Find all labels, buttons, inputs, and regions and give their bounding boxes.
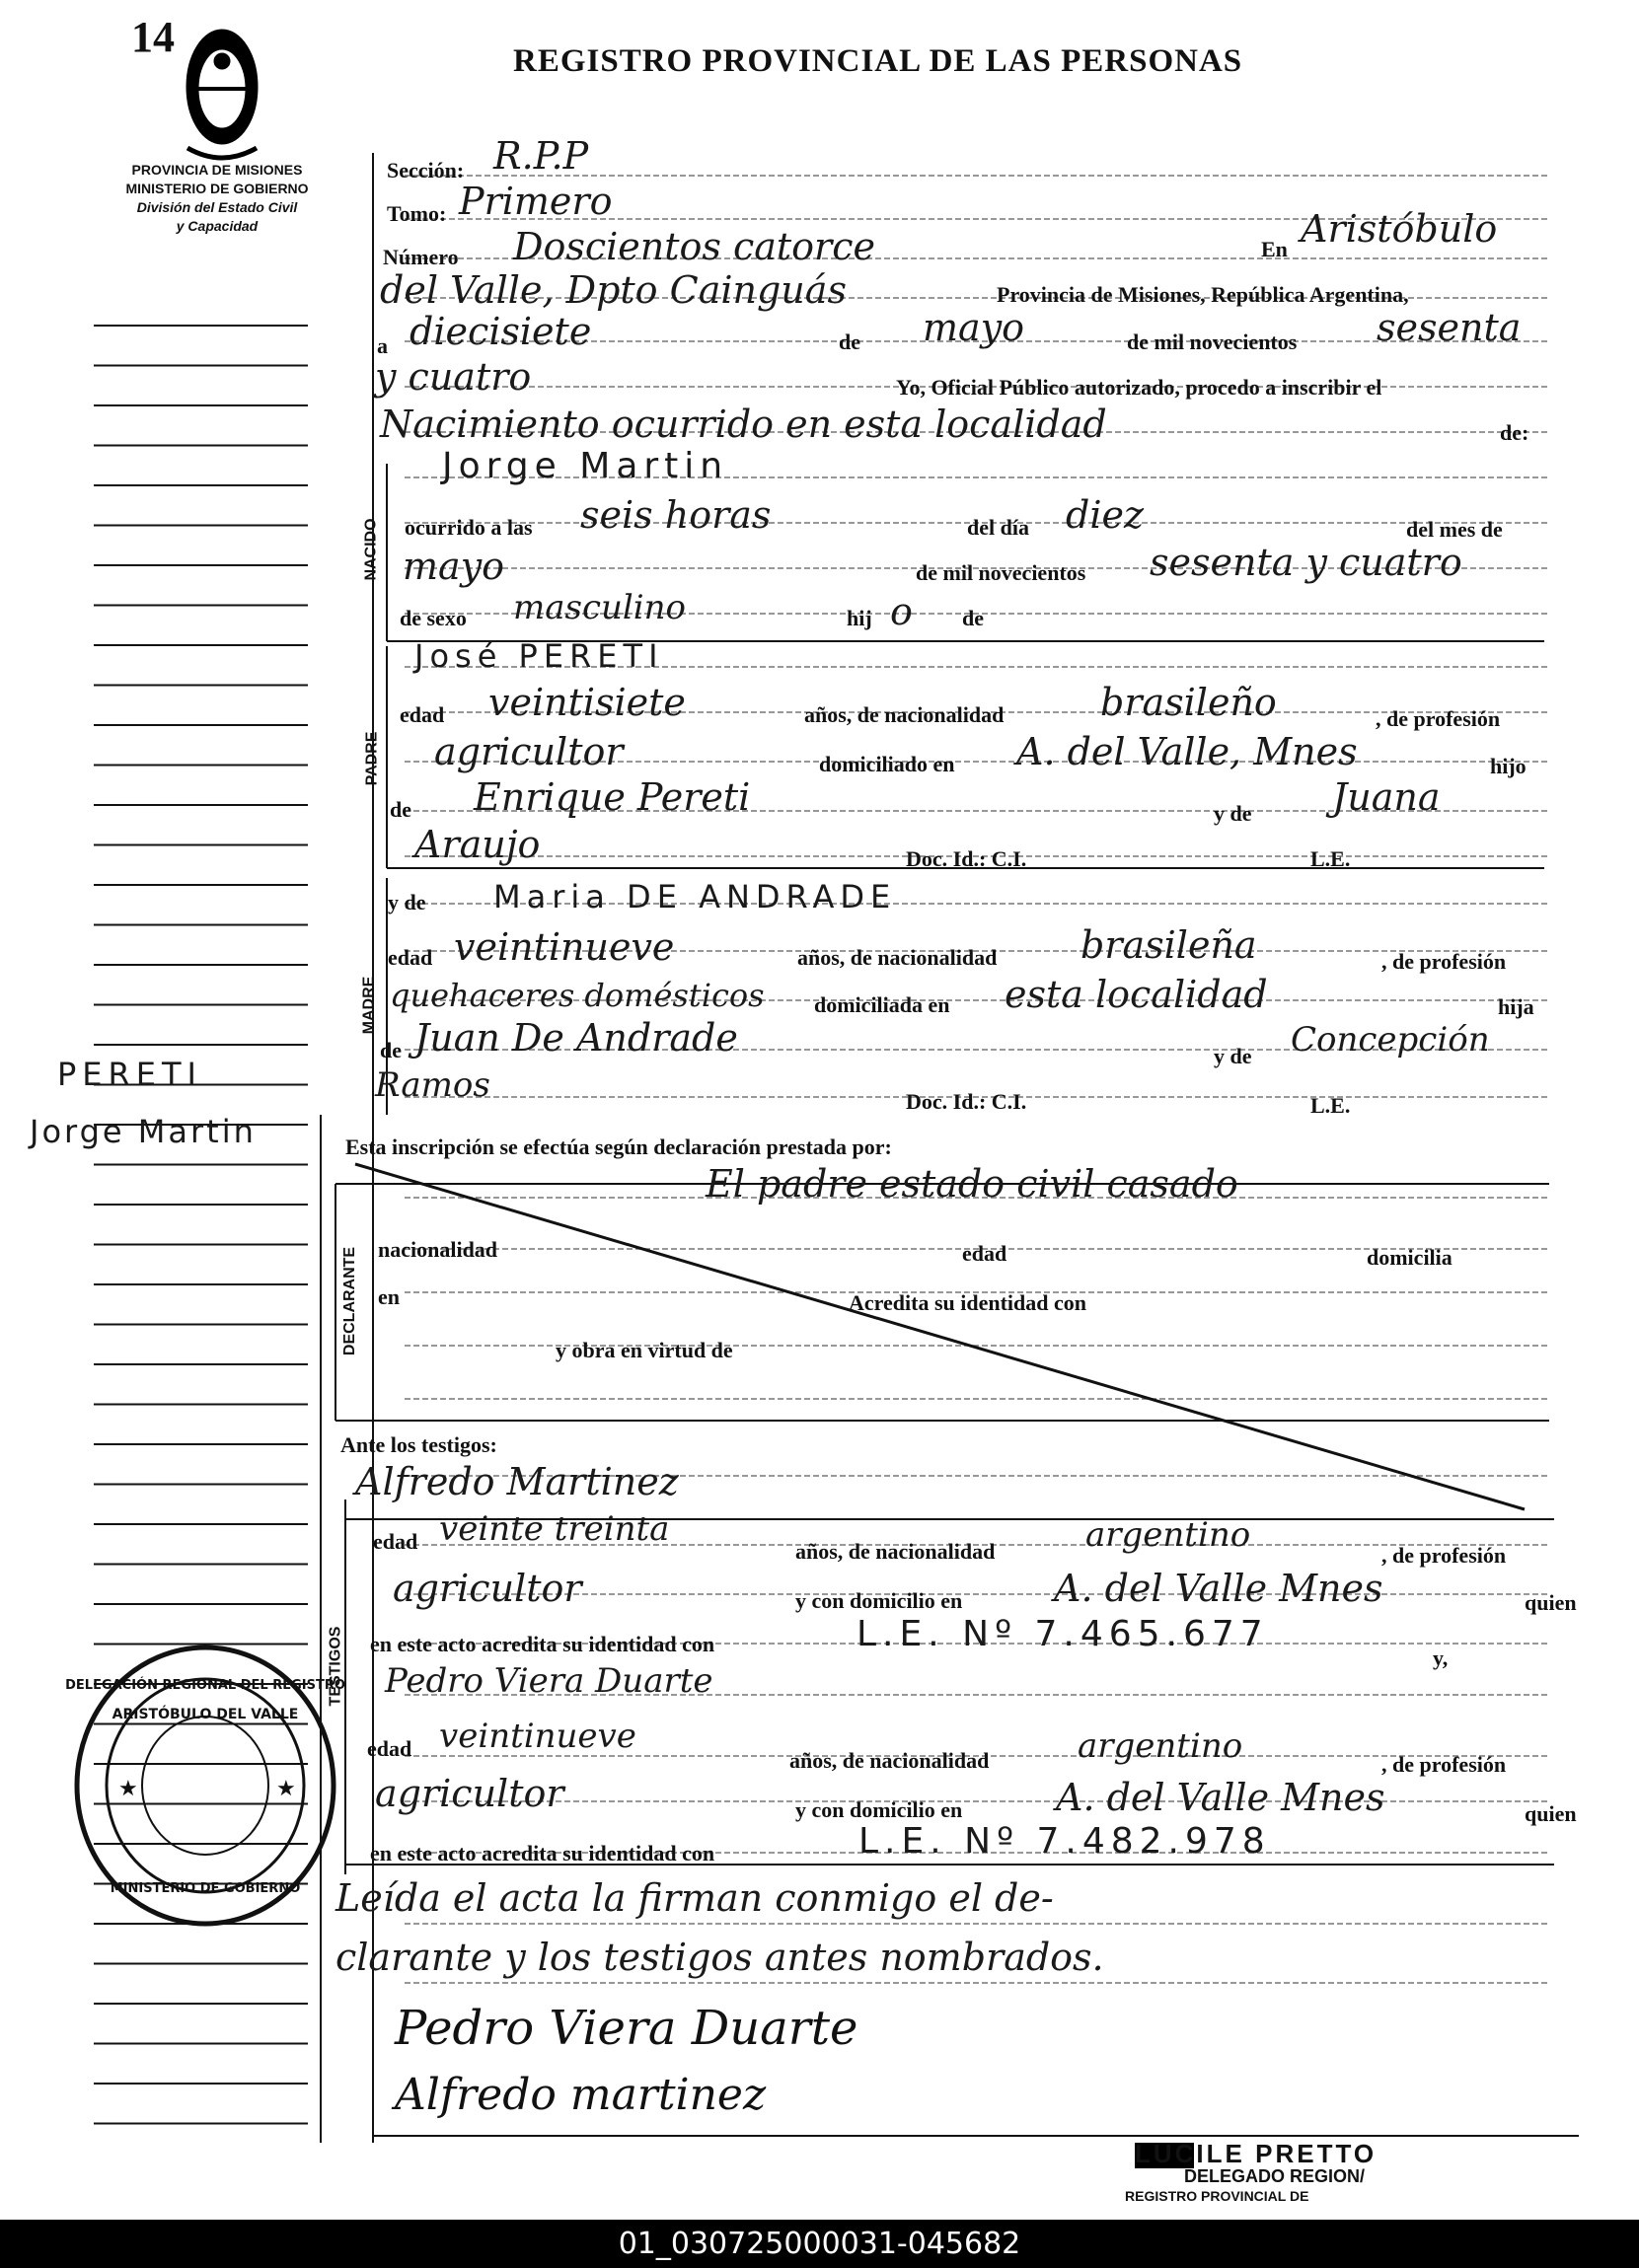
hour-value: seis horas (580, 493, 772, 537)
w1-y: y, (1433, 1646, 1449, 1670)
padre-doc-label: Doc. Id.: C.I. (906, 846, 1027, 871)
ocurrido-label: ocurrido a las (405, 515, 533, 540)
w1-prof-label: , de profesión (1381, 1543, 1507, 1568)
madre-le-label: L.E. (1310, 1093, 1351, 1118)
padre-de-label: de (390, 797, 411, 822)
testigos-intro: Ante los testigos: (340, 1432, 497, 1457)
nacido-section-label: NACIDO (362, 518, 380, 581)
madre-prof-label: , de profesión (1381, 949, 1507, 974)
year-value: sesenta (1377, 306, 1522, 349)
month-value: mayo (923, 306, 1025, 349)
org-capacity: y Capacidad (176, 218, 259, 234)
stamp-name: LUCILE PRETTO (1135, 2139, 1378, 2168)
declarante-nac-label: nacionalidad (378, 1237, 498, 1262)
declarante-edad-label: edad (962, 1241, 1007, 1266)
margin-given-names: Jorge Martin (30, 1113, 257, 1150)
madre-prof-value: quehaceres domésticos (390, 977, 765, 1014)
signature-2: Alfredo martinez (395, 2070, 767, 2120)
testigos-section-label: TESTIGOS (327, 1626, 344, 1707)
w2-name: Pedro Viera Duarte (385, 1661, 713, 1701)
padre-name: José PERETI (414, 637, 664, 675)
seccion-label: Sección: (387, 158, 465, 183)
year-text: de mil novecientos (1127, 329, 1298, 354)
w2-dom-value: A. del Valle Mnes (1056, 1776, 1385, 1819)
w2-nac-value: argentino (1078, 1726, 1243, 1766)
madre-dom-label: domiciliada en (814, 992, 950, 1017)
w1-prof-value: agricultor (393, 1567, 582, 1610)
org-ministry: MINISTERIO DE GOBIERNO (125, 181, 309, 196)
de-label: de (839, 329, 860, 354)
nacido-year-value: sesenta y cuatro (1150, 541, 1462, 584)
padre-hijo-label: hijo (1490, 754, 1527, 778)
sexo-value: masculino (513, 588, 687, 627)
seccion-value: R.P.P (493, 134, 589, 178)
declarante-en-label: en (378, 1284, 400, 1309)
madre-y-de2-label: y de (1214, 1044, 1252, 1068)
document-id-footer: 01_030725000031-045682 (0, 2220, 1639, 2268)
padre-prof-value: agricultor (434, 730, 624, 773)
padre-nac-label: años, de nacionalidad (804, 702, 1005, 727)
declarante-dom-label: domicilia (1367, 1245, 1453, 1270)
padre-le-label: L.E. (1310, 846, 1351, 871)
padre-mother-value: Juana (1332, 775, 1441, 819)
declarante-obra-label: y obra en virtud de (556, 1338, 733, 1362)
w1-dom-value: A. del Valle Mnes (1054, 1567, 1383, 1610)
padre-edad-label: edad (400, 702, 445, 727)
w1-acredita: en este acto acredita su identidad con (370, 1632, 715, 1656)
en-label: En (1261, 237, 1288, 261)
madre-mother-value-2: Ramos (375, 1065, 490, 1105)
stamp-title: DELEGADO REGION/ (1184, 2166, 1366, 2186)
padre-prof-label: , de profesión (1376, 706, 1501, 731)
declarante-acredita-label: Acredita su identidad con (849, 1290, 1087, 1315)
declarante-section-label: DECLARANTE (341, 1246, 359, 1356)
del-dia-label: del día (967, 515, 1029, 540)
hij-label: hij (847, 606, 872, 630)
nacido-de-label: de (962, 606, 984, 630)
day-value: diecisiete (410, 310, 592, 353)
tomo-label: Tomo: (387, 201, 447, 226)
w1-nac-value: argentino (1085, 1515, 1251, 1555)
svg-text:★: ★ (118, 1777, 138, 1801)
padre-nac-value: brasileño (1100, 681, 1277, 724)
madre-hija-label: hija (1498, 994, 1534, 1019)
w1-edad-value: veinte treinta (439, 1509, 670, 1549)
madre-dom-value: esta localidad (1005, 973, 1268, 1016)
place-value: Aristóbulo (1301, 207, 1498, 251)
org-division: División del Estado Civil (136, 199, 298, 215)
w1-dom-label: y con domicilio en (795, 1588, 963, 1613)
sexo-label: de sexo (400, 606, 467, 630)
nacido-name: Jorge Martin (442, 446, 729, 486)
page-number: 14 (131, 13, 175, 61)
w2-acredita: en este acto acredita su identidad con (370, 1841, 715, 1866)
event-text: Nacimiento ocurrido en esta localidad (380, 402, 1107, 446)
w1-quien: quien (1525, 1590, 1577, 1615)
w2-prof-value: agricultor (375, 1772, 564, 1815)
madre-section-label: MADRE (360, 976, 378, 1035)
svg-text:MINISTERIO DE GOBIERNO: MINISTERIO DE GOBIERNO (110, 1881, 301, 1896)
nacido-year-label: de mil novecientos (916, 560, 1086, 585)
stamp-org: REGISTRO PROVINCIAL DE (1125, 2188, 1309, 2204)
svg-text:DELEGACIÓN REGIONAL DEL REGIST: DELEGACIÓN REGIONAL DEL REGISTRO (65, 1678, 345, 1693)
w2-quien: quien (1525, 1801, 1577, 1826)
madre-name: Maria DE ANDRADE (493, 878, 897, 915)
a-label: a (377, 333, 388, 358)
del-mes-label: del mes de (1406, 517, 1503, 542)
closing-line-1: Leída el acta la firman conmigo el de- (335, 1876, 1054, 1920)
numero-value: Doscientos catorce (513, 225, 875, 268)
year-value-2: y cuatro (375, 355, 532, 399)
w1-name: Alfredo Martinez (355, 1460, 679, 1503)
madre-edad-value: veintinueve (454, 925, 675, 969)
svg-text:ARISTÓBULO DEL VALLE: ARISTÓBULO DEL VALLE (112, 1707, 299, 1722)
nacido-month-value: mayo (403, 545, 505, 588)
org-block (69, 161, 365, 236)
numero-label: Número (383, 245, 459, 269)
tomo-value: Primero (459, 180, 613, 223)
padre-section-label: PADRE (363, 731, 381, 786)
w2-edad-value: veintinueve (439, 1717, 636, 1756)
padre-edad-value: veintisiete (488, 681, 686, 724)
w2-edad-label: edad (367, 1736, 412, 1761)
w1-edad-label: edad (373, 1529, 418, 1554)
w2-nac-label: años, de nacionalidad (789, 1748, 990, 1773)
declarante-intro: Esta inscripción se efectúa según declaración prestada por: (345, 1134, 892, 1159)
madre-nac-label: años, de nacionalidad (797, 945, 998, 970)
padre-mother-value-2: Araujo (414, 823, 541, 866)
padre-father-value: Enrique Pereti (474, 775, 751, 819)
madre-edad-label: edad (388, 945, 433, 970)
official-seal (65, 1647, 345, 1924)
nacido-day-value: diez (1066, 493, 1144, 537)
padre-dom-value: A. del Valle, Mnes (1016, 730, 1358, 773)
madre-doc-label: Doc. Id.: C.I. (906, 1089, 1027, 1114)
w2-id-value: L.E. Nº 7.482.978 (858, 1821, 1271, 1862)
madre-nac-value: brasileña (1080, 923, 1257, 967)
madre-father-value: Juan De Andrade (414, 1016, 738, 1060)
w1-nac-label: años, de nacionalidad (795, 1539, 996, 1564)
declarante-value: El padre estado civil casado (706, 1162, 1238, 1206)
w2-dom-label: y con domicilio en (795, 1797, 963, 1822)
svg-text:★: ★ (276, 1777, 296, 1801)
de-colon: de: (1500, 420, 1529, 445)
official-text: Yo, Oficial Público autorizado, procedo a inscribir el (896, 375, 1382, 400)
province-text: Provincia de Misiones, República Argentina, (997, 282, 1409, 307)
closing-line-2: clarante y los testigos antes nombrados. (335, 1936, 1104, 1979)
org-province: PROVINCIA DE MISIONES (131, 162, 303, 178)
madre-mother-value: Concepción (1291, 1020, 1490, 1060)
padre-dom-label: domiciliado en (819, 752, 955, 776)
hij-value: o (890, 590, 913, 633)
document-title: REGISTRO PROVINCIAL DE LAS PERSONAS (513, 43, 1243, 79)
w1-id-value: L.E. Nº 7.465.677 (857, 1614, 1269, 1654)
coat-of-arms-icon (186, 30, 258, 158)
signature-1: Pedro Viera Duarte (395, 2001, 858, 2056)
madre-de-label: de (380, 1038, 402, 1062)
margin-surname: PERETI (57, 1056, 202, 1093)
w2-prof-label: , de profesión (1381, 1752, 1507, 1777)
place-value-2: del Valle, Dpto Cainguás (380, 268, 847, 312)
madre-y-de-label: y de (388, 890, 426, 915)
padre-y-de-label: y de (1214, 801, 1252, 826)
